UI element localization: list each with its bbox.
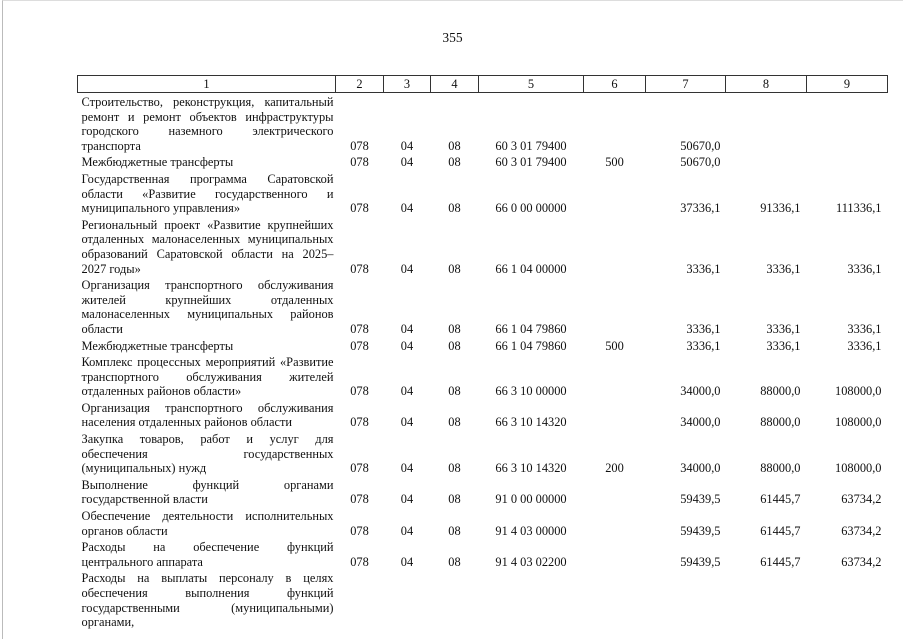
row-code-subsection: 08 — [448, 461, 461, 476]
row-name: Межбюджетные трансферты — [81, 155, 234, 170]
row-expense-type — [584, 399, 646, 430]
row-expense-type — [584, 276, 646, 336]
row-amount-2026: 61445,7 — [760, 492, 801, 507]
row-code-section: 04 — [400, 321, 414, 336]
row-code-subsection: 08 — [448, 384, 461, 399]
row-code-subsection: 08 — [448, 415, 461, 430]
row-expense-type — [584, 170, 646, 216]
row-code-section: 04 — [400, 492, 414, 507]
header-col-8: 8 — [726, 76, 807, 93]
row-code-subsection: 08 — [448, 338, 461, 353]
row-expense-type — [584, 93, 646, 154]
row-expense-type — [584, 353, 646, 399]
row-code-subsection: 08 — [448, 261, 461, 276]
row-amount-2025: 34000,0 — [680, 461, 721, 476]
row-code-section: 04 — [400, 201, 414, 216]
row-amount-2026: 88000,0 — [760, 384, 801, 399]
row-name: Обеспечение деятельности исполнительных органов области — [81, 509, 334, 538]
row-name: Организация транспортного обслуживания жителей крупнейших отдаленных малонаселенных муниципальных районов области — [81, 278, 334, 336]
page-number: 355 — [442, 30, 463, 45]
row-code-section: 04 — [400, 461, 414, 476]
row-code-section: 04 — [400, 523, 414, 538]
header-col-4: 4 — [431, 76, 479, 93]
table-row — [78, 569, 888, 629]
row-name: Государственная программа Саратовской области «Развитие государственного и муниципального управления» — [81, 171, 334, 216]
row-code-subsection: 08 — [448, 155, 461, 170]
row-code-section: 04 — [400, 338, 414, 353]
row-code-chapter: 078 — [350, 461, 369, 476]
row-amount-2025: 34000,0 — [680, 415, 721, 430]
table-row — [78, 93, 888, 154]
row-amount-2025: 34000,0 — [680, 384, 721, 399]
row-amount-2027: 3336,1 — [847, 338, 882, 353]
table-row — [78, 430, 888, 476]
row-target-article: 91 4 03 00000 — [495, 523, 567, 538]
row-amount-2025: 59439,5 — [680, 492, 721, 507]
row-amount-2025: 50670,0 — [680, 138, 721, 153]
row-amount-2026: 3336,1 — [766, 321, 801, 336]
header-col-5: 5 — [479, 76, 584, 93]
row-code-chapter — [336, 569, 384, 629]
row-name: Расходы на обеспечение функций центрального аппарата — [81, 540, 334, 569]
row-target-article: 91 0 00 00000 — [495, 492, 567, 507]
row-amount-2027: 63734,2 — [841, 554, 882, 569]
row-code-chapter: 078 — [350, 523, 369, 538]
row-amount-2026: 88000,0 — [760, 415, 801, 430]
table-row — [78, 216, 888, 276]
row-code-subsection: 08 — [448, 492, 461, 507]
row-amount-2026 — [726, 153, 807, 170]
row-expense-type — [584, 476, 646, 507]
table-row — [78, 153, 888, 170]
row-amount-2027: 108000,0 — [835, 461, 882, 476]
row-amount-2027: 108000,0 — [835, 415, 882, 430]
header-col-6: 6 — [584, 76, 646, 93]
row-amount-2026: 61445,7 — [760, 523, 801, 538]
header-col-7: 7 — [646, 76, 726, 93]
row-name: Расходы на выплаты персоналу в целях обеспечения выполнения функций государственными (муниципальными) органами, — [81, 571, 334, 630]
row-amount-2027: 63734,2 — [841, 492, 882, 507]
row-code-chapter: 078 — [350, 415, 369, 430]
row-amount-2027 — [807, 153, 888, 170]
row-target-article: 91 4 03 02200 — [495, 554, 567, 569]
row-amount-2026: 91336,1 — [760, 201, 801, 216]
row-target-article: 66 1 04 79860 — [495, 321, 567, 336]
row-code-chapter: 078 — [350, 261, 369, 276]
row-expense-type — [584, 569, 646, 629]
row-amount-2026: 88000,0 — [760, 461, 801, 476]
row-amount-2025: 3336,1 — [686, 261, 721, 276]
row-code-section: 04 — [400, 415, 414, 430]
table-row — [78, 353, 888, 399]
header-col-3: 3 — [384, 76, 431, 93]
row-amount-2026 — [726, 93, 807, 154]
row-target-article: 66 1 04 00000 — [495, 261, 567, 276]
row-code-subsection — [431, 569, 479, 629]
row-amount-2027: 108000,0 — [835, 384, 882, 399]
row-amount-2025: 50670,0 — [680, 155, 721, 170]
table-row — [78, 538, 888, 569]
row-code-section: 04 — [400, 155, 414, 170]
row-amount-2027: 111336,1 — [835, 201, 882, 216]
table-row — [78, 170, 888, 216]
row-expense-type: 500 — [605, 338, 624, 353]
row-amount-2027 — [807, 93, 888, 154]
row-name: Региональный проект «Развитие крупнейших отдаленных малонаселенных муниципальных образований Саратовской области на 2025–2027 годы» — [81, 217, 334, 276]
row-code-section: 04 — [400, 554, 414, 569]
row-expense-type: 500 — [605, 155, 624, 170]
row-target-article: 66 3 10 14320 — [495, 461, 567, 476]
row-code-subsection: 08 — [448, 138, 461, 153]
row-amount-2025 — [646, 569, 726, 629]
row-name: Организация транспортного обслуживания населения отдаленных районов области — [81, 400, 334, 430]
row-amount-2025: 3336,1 — [686, 321, 721, 336]
row-amount-2027 — [807, 569, 888, 629]
row-target-article: 60 3 01 79400 — [495, 138, 567, 153]
row-target-article — [479, 569, 584, 629]
row-amount-2025: 3336,1 — [686, 338, 721, 353]
row-code-chapter: 078 — [350, 554, 369, 569]
row-code-subsection: 08 — [448, 554, 461, 569]
table-row — [78, 276, 888, 336]
row-amount-2026: 3336,1 — [766, 338, 801, 353]
row-code-section: 04 — [400, 138, 414, 153]
row-expense-type — [584, 507, 646, 538]
row-code-section — [384, 569, 431, 629]
row-name: Комплекс процессных мероприятий «Развитие транспортного обслуживания жителей отдаленных районов области» — [81, 355, 334, 399]
row-code-chapter: 078 — [350, 155, 369, 170]
row-amount-2027: 3336,1 — [847, 321, 882, 336]
row-expense-type — [584, 538, 646, 569]
header-col-9: 9 — [807, 76, 888, 93]
row-amount-2025: 59439,5 — [680, 554, 721, 569]
budget-table — [77, 75, 888, 630]
row-code-chapter: 078 — [350, 384, 369, 399]
header-row — [78, 76, 888, 93]
table-row — [78, 476, 888, 507]
row-code-chapter: 078 — [350, 338, 369, 353]
row-name: Выполнение функций органами государственной власти — [81, 477, 334, 507]
header-col-2: 2 — [336, 76, 384, 93]
row-code-subsection: 08 — [448, 201, 461, 216]
row-name: Межбюджетные трансферты — [81, 338, 234, 353]
row-amount-2027: 3336,1 — [847, 261, 882, 276]
row-code-section: 04 — [400, 261, 414, 276]
table-row — [78, 399, 888, 430]
row-code-section: 04 — [400, 384, 414, 399]
row-amount-2026: 61445,7 — [760, 554, 801, 569]
row-target-article: 66 3 10 00000 — [495, 384, 567, 399]
row-code-subsection: 08 — [448, 523, 461, 538]
row-amount-2026 — [726, 569, 807, 629]
row-target-article: 66 0 00 00000 — [495, 201, 567, 216]
row-code-chapter: 078 — [350, 138, 369, 153]
table-row — [78, 507, 888, 538]
row-target-article: 60 3 01 79400 — [495, 155, 567, 170]
header-col-1: 1 — [78, 76, 336, 93]
row-expense-type — [584, 216, 646, 276]
table-row — [78, 337, 888, 354]
row-name: Закупка товаров, работ и услуг для обеспечения государственных (муниципальных) нужд — [81, 432, 334, 476]
row-amount-2026: 3336,1 — [766, 261, 801, 276]
row-amount-2027: 63734,2 — [841, 523, 882, 538]
row-name: Строительство, реконструкция, капитальный ремонт и ремонт объектов инфраструктуры городского наземного электрического транспорта — [81, 95, 334, 153]
row-amount-2025: 37336,1 — [680, 201, 721, 216]
row-code-chapter: 078 — [350, 321, 369, 336]
row-amount-2025: 59439,5 — [680, 523, 721, 538]
row-code-chapter: 078 — [350, 201, 369, 216]
row-code-chapter: 078 — [350, 492, 369, 507]
row-target-article: 66 3 10 14320 — [495, 415, 567, 430]
row-target-article: 66 1 04 79860 — [495, 338, 567, 353]
row-expense-type: 200 — [605, 461, 624, 476]
row-code-subsection: 08 — [448, 321, 461, 336]
